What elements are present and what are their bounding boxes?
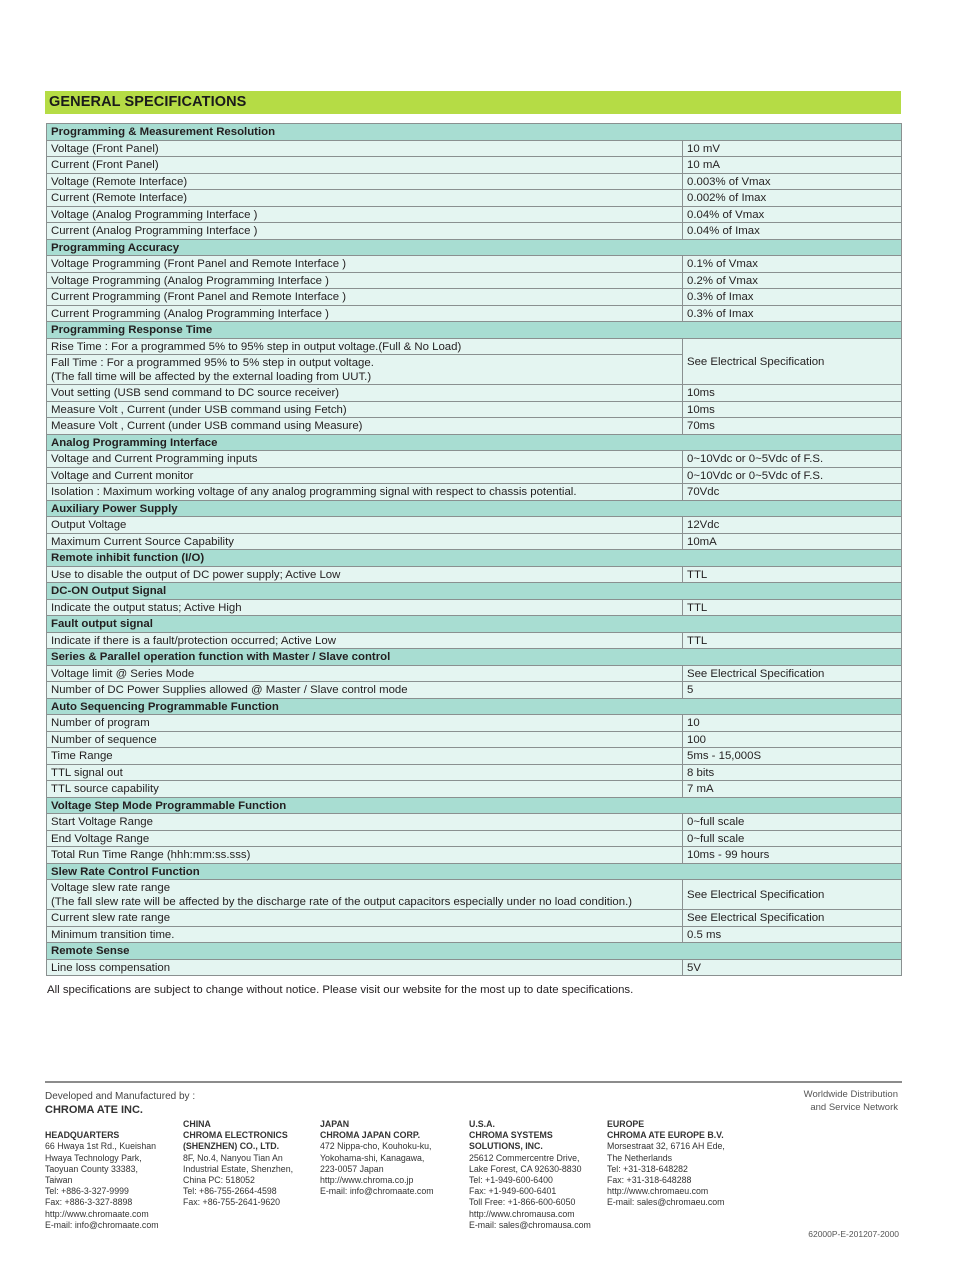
office-address-line: http://www.chromaeu.com <box>607 1186 709 1197</box>
section-title: Series & Parallel operation function with Master / Slave control <box>47 649 902 666</box>
spec-row <box>47 418 902 435</box>
office-heading: JAPAN <box>320 1119 350 1129</box>
spec-value: 10mA <box>683 533 902 550</box>
office-address-line: Taoyuan County 33383, <box>45 1163 138 1174</box>
office-address-line: 472 Nippa-cho, Kouhoku-ku, <box>320 1141 432 1152</box>
spec-section-header <box>47 500 902 517</box>
spec-label <box>47 173 683 190</box>
office-address-line: http://www.chromausa.com <box>469 1208 575 1219</box>
spec-value: 100 <box>683 731 902 748</box>
footnote: All specifications are subject to change without notice. Please visit our website for the most up to date specifications. <box>47 984 634 996</box>
spec-label <box>47 451 683 468</box>
spec-value: TTL <box>683 566 902 583</box>
spec-label-line: Current Programming (Front Panel and Remote Interface ) <box>51 291 347 304</box>
spec-row <box>47 910 902 927</box>
spec-label <box>47 847 683 864</box>
spec-row <box>47 665 902 682</box>
spec-label-line: Number of program <box>51 717 150 730</box>
spec-value: See Electrical Specification <box>683 665 902 682</box>
spec-label <box>47 880 683 910</box>
spec-label <box>47 223 683 240</box>
spec-value: 70ms <box>683 418 902 435</box>
office-usa <box>469 1119 591 1231</box>
spec-label-line: Line loss compensation <box>51 961 171 974</box>
spec-row <box>47 880 902 910</box>
banner-title: GENERAL SPECIFICATIONS <box>49 94 247 110</box>
spec-label <box>47 566 683 583</box>
spec-label <box>47 764 683 781</box>
section-title: Remote Sense <box>47 943 902 960</box>
office-heading: HEADQUARTERS <box>45 1130 120 1141</box>
spec-label-line: Voltage (Front Panel) <box>51 142 159 155</box>
spec-row <box>47 632 902 649</box>
spec-row <box>47 256 902 273</box>
spec-label-line: Minimum transition time. <box>51 928 175 941</box>
spec-label <box>47 814 683 831</box>
distribution-line: and Service Network <box>810 1102 898 1113</box>
spec-label <box>47 140 683 157</box>
spec-label-line: (The fall time will be affected by the external loading from UUT.) <box>51 371 372 383</box>
office-address-line: 25612 Commercentre Drive, <box>469 1152 580 1163</box>
office-heading: CHINA <box>183 1119 211 1129</box>
spec-value: 5V <box>683 959 902 976</box>
spec-row <box>47 748 902 765</box>
spec-row <box>47 517 902 534</box>
spec-label-line: Indicate the output status; Active High <box>51 601 242 614</box>
spec-label <box>47 517 683 534</box>
office-address-line: Yokohama-shi, Kanagawa, <box>320 1152 425 1163</box>
spec-row <box>47 305 902 322</box>
spec-label <box>47 289 683 306</box>
office-heading: CHROMA ATE EUROPE B.V. <box>607 1130 724 1141</box>
spec-label <box>47 533 683 550</box>
spec-row <box>47 814 902 831</box>
spec-section-header <box>47 649 902 666</box>
spec-label <box>47 305 683 322</box>
spec-label <box>47 467 683 484</box>
office-heading: (SHENZHEN) CO., LTD. <box>183 1141 280 1152</box>
spec-label-line: Output Voltage <box>51 519 127 532</box>
spec-label-line: Current (Remote Interface) <box>51 192 188 205</box>
spec-row <box>47 272 902 289</box>
spec-value: 5 <box>683 682 902 699</box>
office-china <box>183 1119 293 1209</box>
spec-row <box>47 206 902 223</box>
spec-label <box>47 401 683 418</box>
spec-value: See Electrical Specification <box>683 880 902 910</box>
spec-row <box>47 764 902 781</box>
spec-value: 8 bits <box>683 764 902 781</box>
spec-label <box>47 748 683 765</box>
spec-row <box>47 451 902 468</box>
spec-row <box>47 682 902 699</box>
spec-section-header <box>47 124 902 141</box>
office-address-line: The Netherlands <box>607 1152 673 1163</box>
spec-row <box>47 830 902 847</box>
spec-section-header <box>47 239 902 256</box>
office-address-line: E-mail: sales@chromaeu.com <box>607 1197 725 1208</box>
spec-label-line: Indicate if there is a fault/protection occurred; Active Low <box>51 634 336 647</box>
spec-label <box>47 781 683 798</box>
spec-label-line: TTL source capability <box>51 783 159 796</box>
spec-value: 0.3% of Imax <box>683 289 902 306</box>
office-address-line: 8F, No.4, Nanyou Tian An <box>183 1152 283 1163</box>
spec-value: 0~full scale <box>683 814 902 831</box>
spec-row <box>47 223 902 240</box>
spec-value: See Electrical Specification <box>683 338 902 385</box>
spec-value: 5ms - 15,000S <box>683 748 902 765</box>
spec-label-line: Voltage (Analog Programming Interface ) <box>51 208 258 221</box>
spec-table <box>46 123 902 976</box>
office-address-line: Fax: +886-3-327-8898 <box>45 1197 133 1208</box>
spec-label <box>47 256 683 273</box>
section-title: Remote inhibit function (I/O) <box>47 550 902 567</box>
spec-row <box>47 385 902 402</box>
spec-label <box>47 926 683 943</box>
spec-label <box>47 731 683 748</box>
spec-label-line: Rise Time : For a programmed 5% to 95% step in output voltage.(Full & No Load) <box>51 340 462 353</box>
spec-value: 10 mA <box>683 157 902 174</box>
section-title: Programming Response Time <box>47 322 902 339</box>
spec-value: 10ms <box>683 401 902 418</box>
section-title: Voltage Step Mode Programmable Function <box>47 797 902 814</box>
footer-divider <box>45 1081 902 1083</box>
office-heading: U.S.A. <box>469 1119 495 1129</box>
spec-label-line: Measure Volt , Current (under USB command using Measure) <box>51 420 363 433</box>
spec-label-line: Number of sequence <box>51 733 157 746</box>
section-title: Auto Sequencing Programmable Function <box>47 698 902 715</box>
office-address-line: Fax: +31-318-648288 <box>607 1175 692 1186</box>
spec-row <box>47 484 902 501</box>
office-address-line: Hwaya Technology Park, <box>45 1152 142 1163</box>
office-address-line: http://www.chroma.co.jp <box>320 1175 414 1186</box>
spec-value: 12Vdc <box>683 517 902 534</box>
spec-section-header <box>47 583 902 600</box>
spec-label <box>47 715 683 732</box>
spec-value: 0.04% of Imax <box>683 223 902 240</box>
spec-value: 70Vdc <box>683 484 902 501</box>
spec-value: TTL <box>683 599 902 616</box>
spec-row <box>47 289 902 306</box>
office-address-line: Fax: +1-949-600-6401 <box>469 1186 557 1197</box>
office-hq <box>45 1119 159 1231</box>
spec-label <box>47 632 683 649</box>
spec-label-line: Isolation : Maximum working voltage of any analog programming signal with respect to chassis potential. <box>51 486 577 499</box>
section-title: Slew Rate Control Function <box>47 863 902 880</box>
spec-row <box>47 173 902 190</box>
spec-label-line: Voltage and Current Programming inputs <box>51 453 258 466</box>
document-code: 62000P-E-201207-2000 <box>808 1229 899 1239</box>
spec-label <box>47 206 683 223</box>
section-banner <box>45 91 901 114</box>
spec-label <box>47 338 683 355</box>
office-europe <box>607 1119 725 1209</box>
spec-value: 0.002% of Imax <box>683 190 902 207</box>
spec-label-line: Use to disable the output of DC power supply; Active Low <box>51 568 341 581</box>
office-heading <box>45 1119 159 1130</box>
company-name: CHROMA ATE INC. <box>45 1104 143 1116</box>
spec-row <box>47 926 902 943</box>
office-heading: CHROMA ELECTRONICS <box>183 1130 288 1141</box>
spec-label <box>47 272 683 289</box>
spec-row <box>47 533 902 550</box>
office-heading: SOLUTIONS, INC. <box>469 1141 543 1152</box>
spec-label-line: Voltage Programming (Front Panel and Remote Interface ) <box>51 258 347 271</box>
section-title: Auxiliary Power Supply <box>47 500 902 517</box>
spec-value: 7 mA <box>683 781 902 798</box>
spec-label-line: Fall Time : For a programmed 95% to 5% step in output voltage. <box>51 357 374 369</box>
spec-value: 0.2% of Vmax <box>683 272 902 289</box>
spec-row <box>47 140 902 157</box>
spec-value: 0~full scale <box>683 830 902 847</box>
spec-section-header <box>47 863 902 880</box>
spec-row <box>47 715 902 732</box>
spec-section-header <box>47 943 902 960</box>
spec-value: 10ms <box>683 385 902 402</box>
spec-value: 0.04% of Vmax <box>683 206 902 223</box>
office-address-line: Tel: +886-3-327-9999 <box>45 1186 129 1197</box>
office-address-line: Tel: +1-949-600-6400 <box>469 1175 553 1186</box>
spec-label <box>47 355 683 385</box>
spec-row <box>47 190 902 207</box>
spec-label <box>47 418 683 435</box>
spec-label-line: Time Range <box>51 750 113 763</box>
office-address-line: Toll Free: +1-866-600-6050 <box>469 1197 576 1208</box>
office-heading: CHROMA SYSTEMS <box>469 1130 553 1141</box>
office-address-line: Industrial Estate, Shenzhen, <box>183 1163 294 1174</box>
spec-section-header <box>47 797 902 814</box>
spec-section-header <box>47 698 902 715</box>
spec-label <box>47 190 683 207</box>
office-address-line: Fax: +86-755-2641-9620 <box>183 1197 281 1208</box>
spec-value: 10 <box>683 715 902 732</box>
spec-label <box>47 385 683 402</box>
spec-value: TTL <box>683 632 902 649</box>
office-address-line: 223-0057 Japan <box>320 1163 384 1174</box>
spec-label <box>47 484 683 501</box>
spec-section-header <box>47 550 902 567</box>
spec-label-line: End Voltage Range <box>51 832 150 845</box>
spec-section-header <box>47 322 902 339</box>
office-address-line: Tel: +31-318-648282 <box>607 1163 688 1174</box>
spec-row <box>47 959 902 976</box>
spec-label-line: Current Programming (Analog Programming Interface ) <box>51 307 329 320</box>
office-heading: EUROPE <box>607 1119 645 1129</box>
spec-row <box>47 467 902 484</box>
section-title: Analog Programming Interface <box>47 434 902 451</box>
spec-label <box>47 157 683 174</box>
distribution-line: Worldwide Distribution <box>803 1089 898 1100</box>
spec-label-line: Measure Volt , Current (under USB command using Fetch) <box>51 403 347 416</box>
office-address-line: E-mail: sales@chromausa.com <box>469 1219 591 1230</box>
office-japan <box>320 1119 434 1197</box>
spec-label-line: Vout setting (USB send command to DC source receiver) <box>51 387 340 400</box>
section-title: DC-ON Output Signal <box>47 583 902 600</box>
spec-label <box>47 910 683 927</box>
spec-value: 0~10Vdc or 0~5Vdc of F.S. <box>683 451 902 468</box>
spec-label <box>47 599 683 616</box>
spec-value: 0.1% of Vmax <box>683 256 902 273</box>
spec-label-line: Voltage and Current monitor <box>51 469 194 482</box>
office-address-line: http://www.chromaate.com <box>45 1208 149 1219</box>
office-address-line: Tel: +86-755-2664-4598 <box>183 1186 277 1197</box>
spec-row <box>47 338 902 355</box>
spec-label-line: Current slew rate range <box>51 912 171 925</box>
spec-table-body <box>47 124 902 976</box>
office-heading: CHROMA JAPAN CORP. <box>320 1130 421 1141</box>
spec-label-line: Number of DC Power Supplies allowed @ Master / Slave control mode <box>51 684 408 697</box>
spec-label <box>47 959 683 976</box>
office-address-line: Lake Forest, CA 92630-8830 <box>469 1163 582 1174</box>
office-address-line: E-mail: info@chromaate.com <box>320 1186 434 1197</box>
spec-row <box>47 781 902 798</box>
spec-row <box>47 157 902 174</box>
section-title: Programming & Measurement Resolution <box>47 124 902 141</box>
spec-row <box>47 847 902 864</box>
spec-value: 0~10Vdc or 0~5Vdc of F.S. <box>683 467 902 484</box>
spec-row <box>47 599 902 616</box>
office-address-line: Morsestraat 32, 6716 AH Ede, <box>607 1141 725 1152</box>
spec-label <box>47 830 683 847</box>
spec-value: 10ms - 99 hours <box>683 847 902 864</box>
spec-value: 0.5 ms <box>683 926 902 943</box>
spec-section-header <box>47 434 902 451</box>
office-address-line: E-mail: info@chromaate.com <box>45 1219 159 1230</box>
spec-row <box>47 401 902 418</box>
spec-label-line: Total Run Time Range (hhh:mm:ss.sss) <box>51 849 251 862</box>
spec-section-header <box>47 616 902 633</box>
spec-label-line: Voltage slew rate range <box>51 882 171 894</box>
developed-by-label: Developed and Manufactured by : <box>45 1091 196 1102</box>
spec-label-line: Current (Analog Programming Interface ) <box>51 225 258 238</box>
spec-label-line: Start Voltage Range <box>51 816 153 829</box>
section-title: Programming Accuracy <box>47 239 902 256</box>
spec-row <box>47 566 902 583</box>
spec-label-line: (The fall slew rate will be affected by the discharge rate of the output capacitors especially under no load condition.) <box>51 896 633 908</box>
office-address-line: 66 Hwaya 1st Rd., Kueishan <box>45 1141 157 1152</box>
spec-label-line: Current (Front Panel) <box>51 159 159 172</box>
spec-label-line: Voltage limit @ Series Mode <box>51 667 195 680</box>
distribution-note <box>804 1088 898 1114</box>
section-title: Fault output signal <box>47 616 902 633</box>
spec-value: See Electrical Specification <box>683 910 902 927</box>
spec-label <box>47 682 683 699</box>
spec-label-line: Maximum Current Source Capability <box>51 535 234 548</box>
spec-value: 0.3% of Imax <box>683 305 902 322</box>
spec-label <box>47 665 683 682</box>
spec-value: 0.003% of Vmax <box>683 173 902 190</box>
office-address-line: Taiwan <box>45 1175 73 1186</box>
spec-value: 10 mV <box>683 140 902 157</box>
spec-label-line: Voltage (Remote Interface) <box>51 175 188 188</box>
spec-label-line: Voltage Programming (Analog Programming Interface ) <box>51 274 329 287</box>
spec-label-line: TTL signal out <box>51 766 123 779</box>
spec-row <box>47 731 902 748</box>
office-address-line: China PC: 518052 <box>183 1175 255 1186</box>
